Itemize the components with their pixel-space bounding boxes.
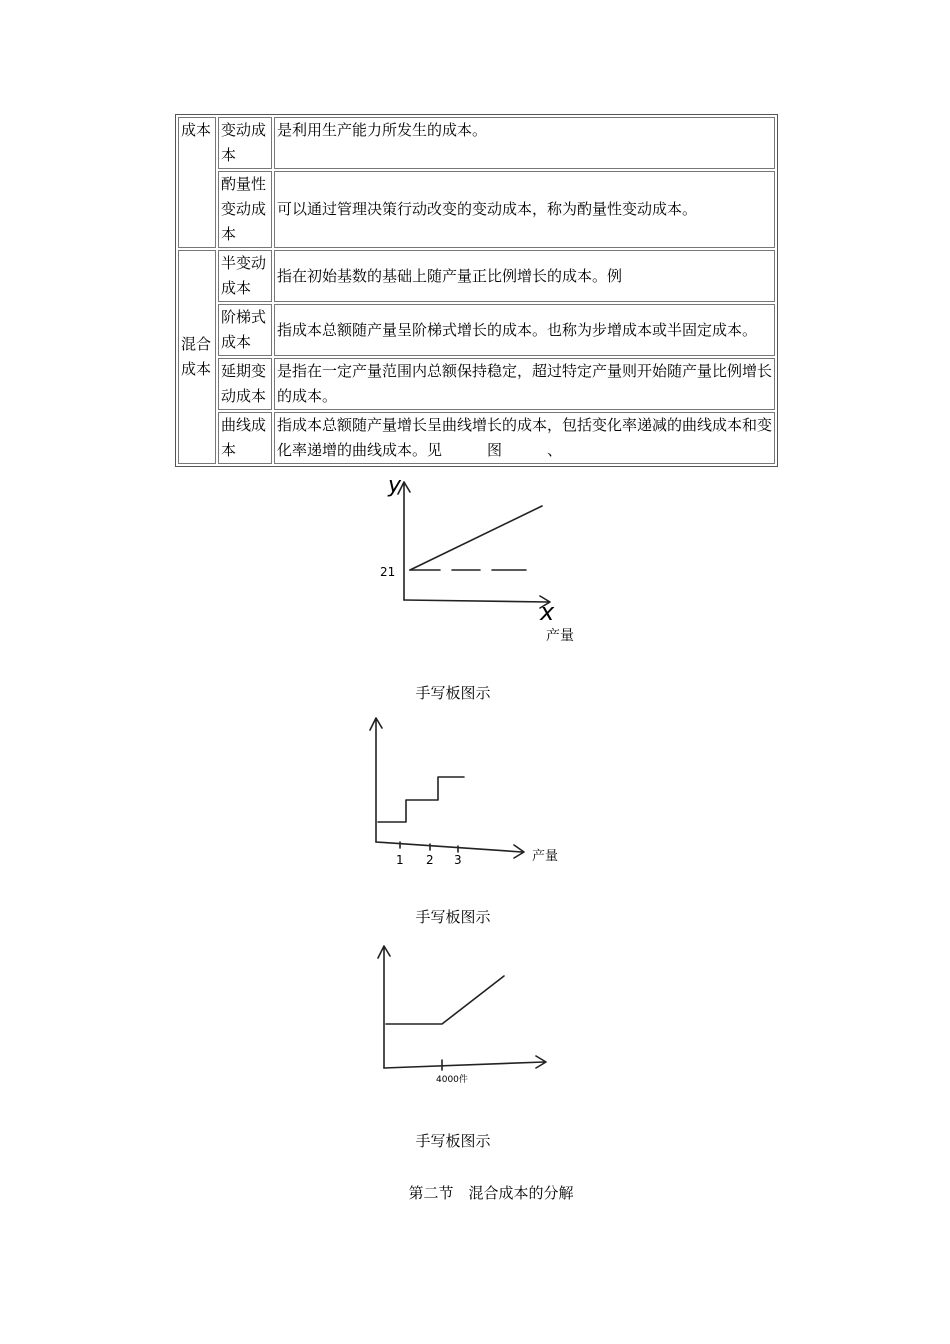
- cost-type-cell: 曲线成本: [218, 412, 272, 464]
- x-axis-sub-label: 产量: [546, 628, 574, 644]
- y-axis: [398, 482, 410, 600]
- cost-description-cell: 可以通过管理决策行动改变的变动成本，称为酌量性变动成本。: [274, 171, 775, 248]
- semi-variable-cost-sketch: [370, 462, 600, 652]
- y-axis-label: y: [388, 473, 402, 498]
- cost-line: [410, 506, 542, 570]
- x-tick-label: 1: [396, 853, 404, 867]
- section-heading: 第二节 混合成本的分解: [408, 1184, 574, 1202]
- category-cell: 成本: [178, 117, 216, 248]
- x-tick-label: 2: [426, 853, 434, 867]
- cost-type-cell: 延期变动成本: [218, 358, 272, 410]
- category-cell: 混合成本: [178, 250, 216, 464]
- step-line: [378, 777, 464, 822]
- cost-description-cell: 指成本总额随产量增长呈曲线增长的成本，包括变化率递减的曲线成本和变化率递增的曲线成本。见 图 、: [274, 412, 775, 464]
- cost-description-cell: 是指在一定产量范围内总额保持稳定，超过特定产量则开始随产量比例增长的成本。: [274, 358, 775, 410]
- cost-description-cell: 指在初始基数的基础上随产量正比例增长的成本。例: [274, 250, 775, 302]
- x-axis-label: x: [540, 598, 555, 626]
- cost-type-cell: 酌量性变动成本: [218, 171, 272, 248]
- delayed-variable-cost-sketch: [372, 940, 562, 1090]
- y-axis: [378, 946, 390, 1068]
- figure-caption: 手写板图示: [415, 908, 491, 926]
- cost-type-cell: 变动成本: [218, 117, 272, 169]
- cost-description-cell: 指成本总额随产量呈阶梯式增长的成本。也称为步增成本或半固定成本。: [274, 304, 775, 356]
- y-base-marker: 21: [380, 565, 396, 579]
- step-cost-sketch: [360, 712, 570, 872]
- x-tick-label: 3: [454, 853, 462, 867]
- x-axis: [404, 596, 550, 608]
- cost-line: [386, 976, 504, 1024]
- x-axis: [384, 1056, 546, 1068]
- figure-caption: 手写板图示: [415, 684, 491, 702]
- figure-caption: 手写板图示: [415, 1132, 491, 1150]
- x-axis-label: 产量: [532, 849, 559, 864]
- x-marker-label: 4000件: [436, 1075, 468, 1085]
- cost-classification-table: [175, 114, 778, 467]
- y-axis: [370, 718, 382, 842]
- cost-type-cell: 半变动成本: [218, 250, 272, 302]
- cost-type-cell: 阶梯式成本: [218, 304, 272, 356]
- cost-description-cell: 是利用生产能力所发生的成本。: [274, 117, 775, 169]
